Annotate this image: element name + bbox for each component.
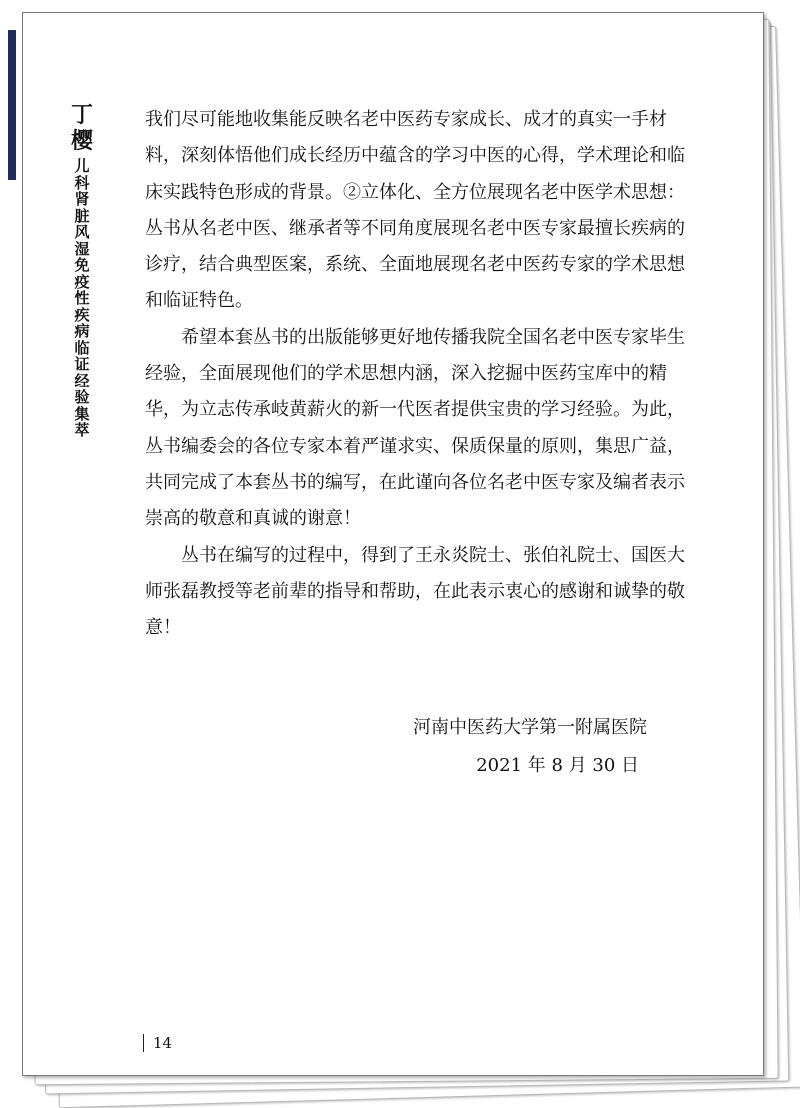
main-text	[145, 102, 687, 646]
series-title-char: 疾	[74, 305, 90, 324]
series-title-char: 性	[74, 289, 90, 307]
series-title-char: 病	[74, 322, 90, 340]
running-side-title	[60, 102, 104, 439]
book-cover-edge	[8, 30, 16, 180]
series-title-char: 萃	[74, 421, 90, 439]
paragraph-continuation: 我们尽可能地收集能反映名老中医药专家成长、成才的真实一手材料，深刻体悟他们成长经历中蕴含的学习中医的心得，学术理论和临床实践特色形成的背景。②立体化、全方位展现名老中医学术思想：丛书从名老中医、继承者等不同角度展现名老中医专家最擅长疾病的诊疗，结合典型医案，系统、全面地展现名老中医药专家的学术思想和临证特色。	[145, 109, 685, 312]
series-title-char: 儿	[74, 157, 90, 175]
series-title-char: 验	[74, 388, 90, 406]
author-name-logo: 丁 樱	[70, 102, 93, 154]
paragraph: 丛书在编写的过程中，得到了王永炎院士、张伯礼院士、国医大师张磊教授等老前辈的指导和帮助，在此表示衷心的感谢和诚挚的敬意！	[145, 544, 685, 639]
series-title-char: 肾	[74, 190, 90, 208]
series-title-char: 疫	[74, 272, 90, 291]
page-number-rule	[143, 1034, 144, 1052]
series-title-vertical	[60, 158, 104, 439]
series-title-char: 临	[74, 338, 90, 357]
series-title-char: 经	[74, 371, 90, 390]
series-title-char: 免	[74, 256, 90, 274]
series-title-char: 证	[74, 355, 90, 373]
series-title-char: 湿	[74, 239, 90, 258]
series-title-char: 科	[74, 173, 90, 192]
page-number: 14	[153, 1034, 173, 1052]
signature-organization: 河南中医药大学第一附属医院	[413, 717, 647, 738]
series-title-char: 风	[74, 223, 90, 241]
signature-date: 2021 年 8 月 30 日	[476, 755, 639, 776]
series-title-char: 集	[74, 404, 90, 423]
paragraph: 希望本套丛书的出版能够更好地传播我院全国名老中医专家毕生经验，全面展现他们的学术思想内涵，深入挖掘中医药宝库中的精华，为立志传承岐黄薪火的新一代医者提供宝贵的学习经验。为此，丛书编委会的各位专家本着严谨求实、保质保量的原则，集思广益，共同完成了本套丛书的编写，在此谨向各位名老中医专家及编者表示崇高的敬意和真诚的谢意！	[145, 326, 685, 530]
series-title-char: 脏	[74, 206, 90, 225]
